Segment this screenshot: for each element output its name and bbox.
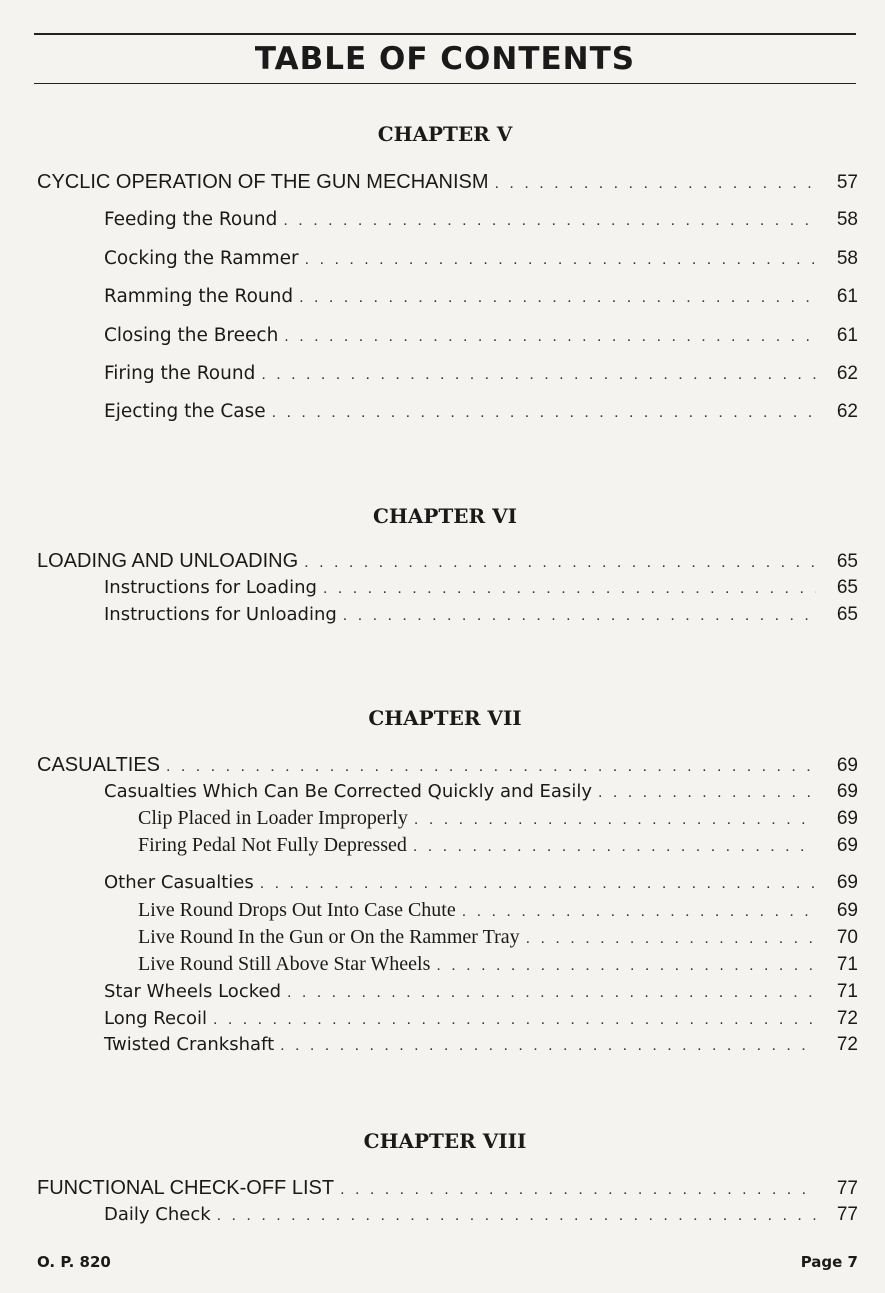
toc-entry[interactable] (104, 1008, 858, 1030)
toc-entry-title: Live Round In the Gun or On the Rammer Tray (138, 926, 520, 948)
toc-entry-page: 65 (836, 551, 858, 572)
toc-entry-page: 70 (836, 927, 858, 948)
toc-entry-title: LOADING AND UNLOADING (37, 550, 299, 572)
toc-entry-page: 58 (836, 248, 858, 269)
dot-leader (272, 404, 816, 422)
dot-leader (299, 289, 816, 307)
toc-entry-title: Star Wheels Locked (104, 981, 281, 1002)
toc-entry[interactable] (104, 604, 858, 626)
toc-entry-title: CYCLIC OPERATION OF THE GUN MECHANISM (37, 171, 489, 193)
dot-leader (413, 838, 816, 856)
toc-entry-title: Firing the Round (104, 363, 256, 384)
toc-entry[interactable] (37, 754, 858, 777)
toc-entry[interactable] (37, 550, 858, 573)
dot-leader (495, 175, 816, 193)
chapter-heading: CHAPTER VI (373, 504, 517, 528)
dot-leader (213, 1011, 816, 1029)
toc-entry[interactable] (138, 899, 858, 922)
toc-entry[interactable] (104, 781, 858, 803)
toc-entry[interactable] (138, 807, 858, 830)
toc-entry-title: Other Casualties (104, 872, 254, 893)
toc-entry[interactable] (138, 834, 858, 857)
toc-entry-title: Firing Pedal Not Fully Depressed (138, 834, 407, 856)
dot-leader (284, 328, 816, 346)
dot-leader (340, 1181, 816, 1199)
toc-entry-title: Long Recoil (104, 1008, 207, 1029)
toc-entry-title: Ramming the Round (104, 286, 294, 307)
toc-entry[interactable] (104, 325, 858, 347)
toc-entry[interactable] (138, 953, 858, 976)
toc-entry[interactable] (104, 872, 858, 894)
chapter-heading: CHAPTER V (377, 122, 513, 146)
dot-leader (261, 366, 816, 384)
toc-entry-title: Clip Placed in Loader Improperly (138, 807, 408, 829)
dot-leader (598, 784, 816, 802)
title-rule-bottom (34, 83, 856, 84)
toc-entry-title: Daily Check (104, 1204, 211, 1225)
toc-entry[interactable] (104, 981, 858, 1003)
toc-entry[interactable] (37, 1177, 858, 1200)
dot-leader (280, 1037, 816, 1055)
toc-entry-page: 62 (836, 401, 858, 422)
toc-entry-page: 61 (836, 325, 858, 346)
toc-entry-page: 58 (836, 209, 858, 230)
chapter-heading: CHAPTER VIII (363, 1129, 527, 1153)
dot-leader (343, 607, 816, 625)
toc-entry-title: CASUALTIES (37, 754, 160, 776)
toc-entry-page: 69 (836, 900, 858, 921)
toc-entry-title: Casualties Which Can Be Corrected Quickly and Easily (104, 781, 592, 802)
dot-leader (323, 580, 816, 598)
toc-entry-page: 69 (836, 755, 858, 776)
toc-entry[interactable] (104, 286, 858, 308)
toc-entry-title: Instructions for Unloading (104, 604, 337, 625)
toc-entry-page: 69 (836, 835, 858, 856)
dot-leader (287, 984, 816, 1002)
toc-entry[interactable] (104, 248, 858, 270)
dot-leader (217, 1207, 816, 1225)
toc-entry-page: 62 (836, 363, 858, 384)
toc-entry-title: Cocking the Rammer (104, 248, 299, 269)
dot-leader (304, 554, 816, 572)
dot-leader (526, 930, 816, 948)
toc-entry-title: Ejecting the Case (104, 401, 266, 422)
toc-entry-page: 77 (836, 1204, 858, 1225)
toc-entry-title: Closing the Breech (104, 325, 279, 346)
title-rule-top (34, 33, 856, 35)
dot-leader (166, 758, 816, 776)
toc-entry-page: 77 (836, 1178, 858, 1199)
toc-entry-page: 69 (836, 872, 858, 893)
dot-leader (260, 875, 816, 893)
toc-entry-page: 71 (836, 954, 858, 975)
page-title: TABLE OF CONTENTS (254, 41, 636, 77)
toc-entry-title: Instructions for Loading (104, 577, 317, 598)
toc-entry[interactable] (138, 926, 858, 949)
toc-entry-page: 65 (836, 577, 858, 598)
toc-entry-title: Feeding the Round (104, 209, 278, 230)
dot-leader (436, 957, 816, 975)
toc-entry[interactable] (104, 577, 858, 599)
chapter-heading: CHAPTER VII (368, 706, 522, 730)
toc-entry-title: Live Round Drops Out Into Case Chute (138, 899, 456, 921)
toc-entry-title: Twisted Crankshaft (104, 1034, 275, 1055)
dot-leader (414, 811, 816, 829)
toc-entry-page: 72 (836, 1034, 858, 1055)
toc-entry-page: 65 (836, 604, 858, 625)
footer-page-number: Page 7 (800, 1253, 858, 1271)
toc-entry-page: 72 (836, 1008, 858, 1029)
toc-entry-page: 57 (836, 172, 858, 193)
toc-entry[interactable] (104, 363, 858, 385)
toc-entry-page: 71 (836, 981, 858, 1002)
toc-entry-page: 61 (836, 286, 858, 307)
dot-leader (305, 251, 816, 269)
toc-entry[interactable] (104, 401, 858, 423)
footer-doc-id: O. P. 820 (37, 1253, 111, 1271)
dot-leader (462, 903, 816, 921)
toc-entry-page: 69 (836, 781, 858, 802)
toc-entry-title: FUNCTIONAL CHECK-OFF LIST (37, 1177, 335, 1199)
toc-entry[interactable] (104, 1204, 858, 1226)
toc-entry[interactable] (104, 1034, 858, 1056)
toc-entry[interactable] (37, 171, 858, 194)
toc-entry-page: 69 (836, 808, 858, 829)
toc-entry-title: Live Round Still Above Star Wheels (138, 953, 431, 975)
toc-entry[interactable] (104, 209, 858, 231)
dot-leader (283, 212, 816, 230)
